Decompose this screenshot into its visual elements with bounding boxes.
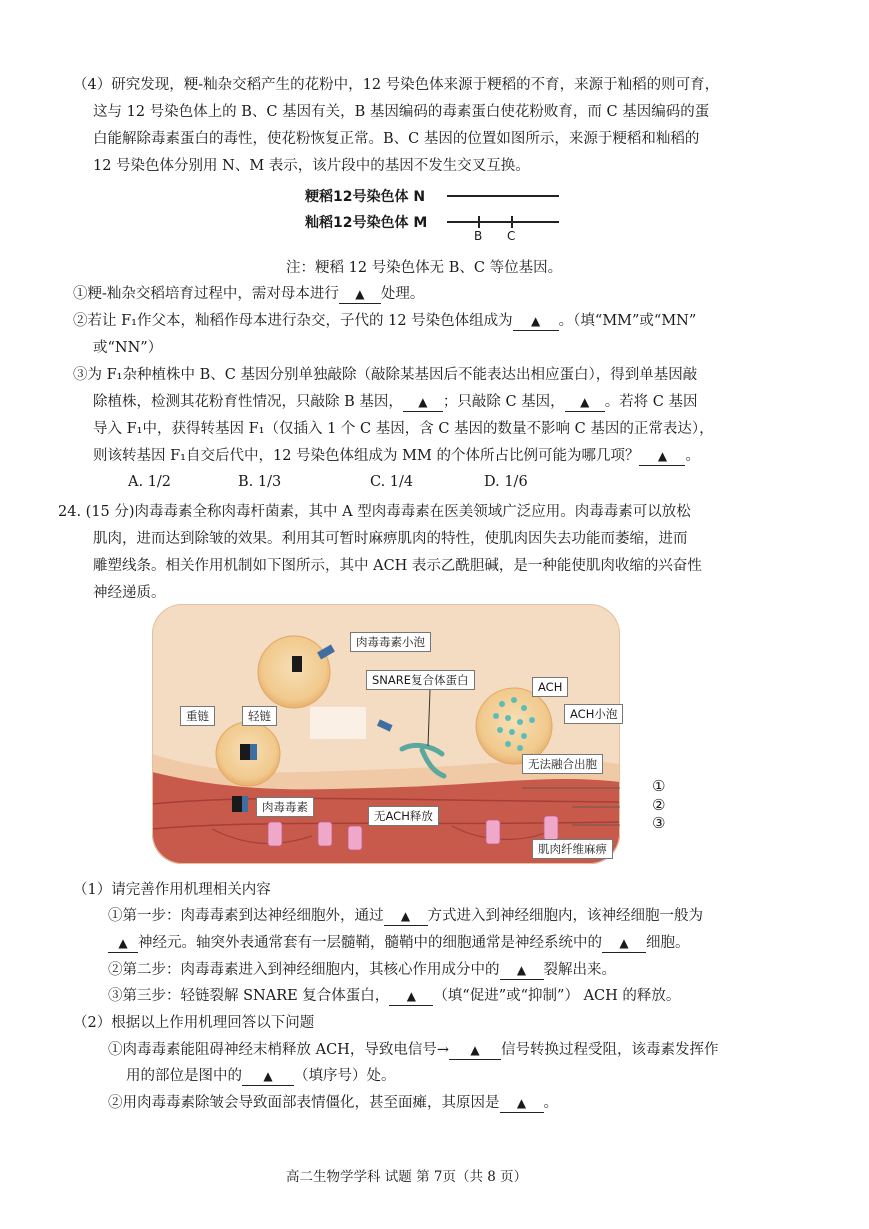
q24-p1-3b: 裂解出来。: [543, 962, 616, 978]
q4-s2-text-a: ②若让 F₁作父本，籼稻作母本进行杂交，子代的 12 号染色体组成为: [73, 313, 513, 329]
q24-p1-1a: ①第一步：肉毒毒素到达神经细胞外，通过: [108, 908, 384, 924]
mechanism-figure: [152, 604, 620, 864]
q24-p1-4a: ③第三步：轻链裂解 SNARE 复合体蛋白，: [108, 988, 390, 1004]
q24-p1-line-3: [108, 960, 616, 980]
answer-blank[interactable]: ▲: [500, 1094, 544, 1113]
label-heavy-chain: 重链: [180, 706, 215, 726]
label-toxin-vesicle: 肉毒毒素小泡: [350, 632, 431, 652]
gene-c-tick: [511, 216, 513, 228]
q24-p2-1a: ①肉毒毒素能阻碍神经末梢释放 ACH，导致电信号→: [108, 1042, 449, 1058]
answer-blank[interactable]: ▲: [513, 312, 559, 331]
q24-p2-1b: 信号转换过程受阻，该毒素发挥作: [500, 1042, 719, 1058]
q4-s2-text-b: 。（填“MM”或“MN”: [558, 313, 697, 329]
label-ach: ACH: [532, 677, 568, 697]
chromosome-m-line: [447, 221, 559, 223]
q4-s3-line-1: ③为 F₁杂种植株中 B、C 基因分别单独敲除（敲除某基因后不能表达出相应蛋白），得到单基因敲: [73, 367, 698, 383]
q24-head-line-1: 24. (15 分)肉毒毒素全称肉毒杆菌素，其中 A 型肉毒毒素在医美领域广泛应用。肉毒毒素可以放松: [58, 504, 691, 520]
q4-s3-text-b2: ；只敲除 C 基因，: [442, 394, 565, 410]
q24-p1-4b: （填“促进”或“抑制”） ACH 的释放。: [433, 988, 681, 1004]
q4-s1-text-a: ①粳-籼杂交稻培育过程中，需对母本进行: [73, 286, 339, 302]
q24-head-line-4: 神经递质。: [93, 585, 166, 601]
q4-s1-text-b: 处理。: [380, 286, 425, 302]
q4-s3-line-4: [93, 446, 700, 466]
q24-p2-2a: 用的部位是图中的: [126, 1068, 242, 1084]
answer-blank[interactable]: ▲: [242, 1067, 294, 1086]
q24-p1-line-1: [108, 906, 703, 926]
chromosome-n-line: [447, 195, 559, 197]
answer-blank[interactable]: ▲: [389, 987, 433, 1006]
q4-intro-line-2: 这与 12 号染色体上的 B、C 基因有关，B 基因编码的毒素蛋白使花粉败育，而 C 基因编码的蛋: [93, 104, 710, 120]
gene-c-label: C: [507, 229, 516, 243]
label-toxin: 肉毒毒素: [256, 797, 314, 817]
option-c[interactable]: C. 1/4: [370, 474, 414, 490]
q24-p2-line-2: [126, 1066, 396, 1086]
marker-2: ②: [652, 796, 666, 814]
q4-s3-text-b3: 。若将 C 基因: [604, 394, 698, 410]
q4-intro-line-3: 白能解除毒素蛋白的毒性，使花粉恢复正常。B、C 基因的位置如图所示，来源于粳稻和籼稻的: [93, 131, 700, 147]
label-light-chain: 轻链: [242, 706, 277, 726]
chromosome-figure: [300, 182, 570, 247]
q24-p1-3a: ②第二步：肉毒毒素进入到神经细胞内，其核心作用成分中的: [108, 962, 500, 978]
gene-b-tick: [478, 216, 480, 228]
q4-s3-text-d: 则该转基因 F₁自交后代中，12 号染色体组成为 MM 的个体所占比例可能为哪几项？: [93, 448, 640, 464]
q24-p1-line-2: [108, 933, 690, 953]
q24-p2-line-3: [108, 1093, 558, 1113]
answer-blank[interactable]: ▲: [339, 285, 381, 304]
q4-s2-cont: 或“NN”）: [93, 340, 163, 356]
label-ach-vesicle: ACH小泡: [564, 704, 623, 724]
q4-intro-line-4: 12 号染色体分别用 N、M 表示，该片段中的基因不发生交叉互换。: [93, 158, 530, 174]
chromosome-m-label: 籼稻12号染色体 M: [305, 215, 428, 231]
q4-intro-line-1: （4）研究发现，粳-籼杂交稻产生的花粉中，12 号染色体来源于粳稻的不育，来源于籼稻的则可育，: [73, 77, 720, 93]
q24-p1-line-4: [108, 986, 680, 1006]
q24-p1-1b: 方式进入到神经细胞内，该神经细胞一般为: [427, 908, 703, 924]
answer-blank[interactable]: ▲: [639, 447, 685, 466]
q24-p2-2b: （填序号）处。: [294, 1068, 396, 1084]
q4-s2: [73, 311, 696, 331]
answer-blank[interactable]: ▲: [565, 393, 605, 412]
q4-s3-line-3: 导入 F₁中，获得转基因 F₁（仅插入 1 个 C 基因，含 C 基因的数量不影响 C 基因的正常表达），: [93, 421, 714, 437]
label-snare: SNARE复合体蛋白: [366, 670, 475, 690]
answer-blank[interactable]: ▲: [403, 393, 443, 412]
answer-blank[interactable]: ▲: [602, 934, 646, 953]
figure-note: 注：粳稻 12 号染色体无 B、C 等位基因。: [286, 260, 563, 276]
q24-p1-title: （1）请完善作用机理相关内容: [73, 882, 271, 898]
q24-p2-line-1: [108, 1040, 718, 1060]
q24-p1-2c: 细胞。: [646, 935, 690, 951]
answer-blank[interactable]: ▲: [500, 961, 544, 980]
answer-blank[interactable]: ▲: [449, 1041, 501, 1060]
q24-head-line-3: 雕塑线条。相关作用机制如下图所示，其中 ACH 表示乙酰胆碱，是一种能使肌肉收缩的兴奋性: [93, 558, 702, 574]
gene-b-label: B: [474, 229, 483, 243]
label-no-fusion: 无法融合出胞: [522, 754, 603, 774]
option-d[interactable]: D. 1/6: [484, 474, 528, 490]
chromosome-n-label: 粳稻12号染色体 N: [305, 189, 426, 205]
q4-s3-line-2: [93, 392, 698, 412]
page-footer: 高二生物学学科 试题 第 7页（共 8 页）: [286, 1169, 528, 1185]
label-no-ach-release: 无ACH释放: [368, 806, 439, 826]
q24-p2-title: （2）根据以上作用机理回答以下问题: [73, 1015, 315, 1031]
q4-s3-text-d-end: 。: [685, 448, 700, 464]
q24-p2-3a: ②用肉毒毒素除皱会导致面部表情僵化，甚至面瘫，其原因是: [108, 1095, 500, 1111]
q24-p1-2b: 神经元。轴突外表通常套有一层髓鞘，髓鞘中的细胞通常是神经系统中的: [138, 935, 602, 951]
option-a[interactable]: A. 1/2: [128, 474, 172, 490]
q24-p2-3b: 。: [543, 1095, 558, 1111]
marker-1: ①: [652, 777, 666, 795]
label-paralysis: 肌肉纤维麻痹: [532, 839, 613, 859]
answer-blank[interactable]: ▲: [384, 907, 428, 926]
q24-head-line-2: 肌肉，进而达到除皱的效果。利用其可暂时麻痹肌肉的特性，使肌肉因失去功能而萎缩，进而: [93, 531, 688, 547]
answer-blank[interactable]: ▲: [108, 934, 138, 953]
option-b[interactable]: B. 1/3: [238, 474, 282, 490]
q4-s1: [73, 284, 424, 304]
marker-3: ③: [652, 814, 666, 832]
q4-s3-text-b1: 除植株，检测其花粉育性情况，只敲除 B 基因，: [93, 394, 403, 410]
